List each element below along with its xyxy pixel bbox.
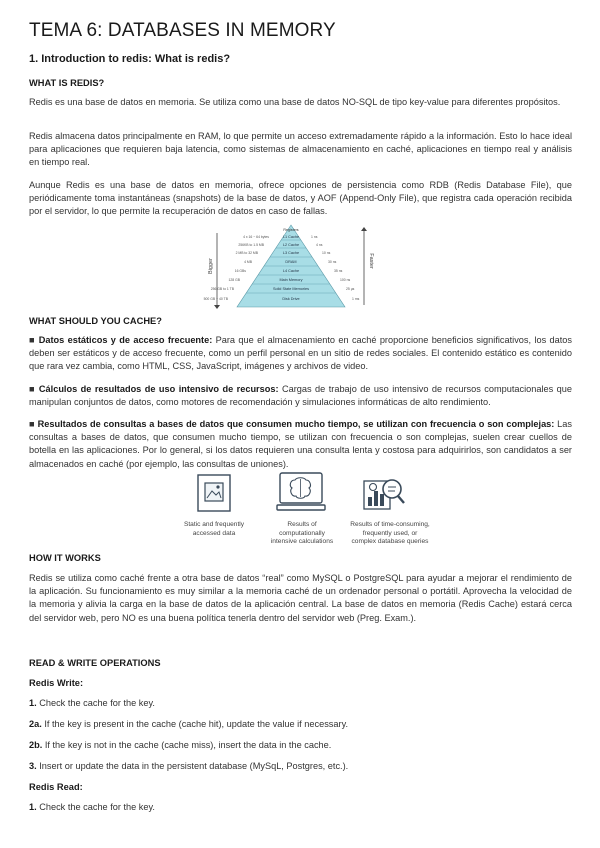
read-step: 1. Check the cache for the key.: [29, 802, 155, 812]
pyramid-level-label: Main Memory: [279, 278, 303, 282]
static-data-icon: [197, 474, 231, 512]
paragraph: Redis almacena datos principalmente en RAM, lo que permite un acceso extremadamente rápido a la información. Esto lo hace ideal para aplicaciones que requieren baja latencia, como sistemas de almacenamiento en caché, aplicaciones en tiempo real y análisis en tiempo real.: [29, 131, 572, 168]
should-cache-heading: WHAT SHOULD YOU CACHE?: [29, 316, 162, 326]
what-is-heading: WHAT IS REDIS?: [29, 78, 105, 88]
read-write-heading: READ & WRITE OPERATIONS: [29, 658, 161, 668]
pyramid-capacity-label: 4 MB: [244, 260, 252, 264]
write-step: 3. Insert or update the data in the persistent database (MySqL, Postgres, etc.).: [29, 761, 349, 771]
pyramid-level-label: L1 Cache: [282, 235, 300, 239]
pyramid-latency-label: 35 ns: [334, 269, 343, 273]
icon-caption: Static and frequently accessed data: [183, 521, 245, 537]
icon-caption: Results of time-consuming, frequently used, or complex database queries: [350, 521, 430, 546]
pyramid-level-label: Disk Drive: [282, 297, 300, 301]
pyramid-capacity-label: 2 MB to 32 MB: [235, 251, 258, 255]
bullet-text: Cargas de trabajo de uso intensivo de recursos computacionales que manipulan conjuntos de datos, como motores de recomendación y simulaciones informáticas de alto rendimiento.: [29, 384, 572, 408]
pyramid-capacity-label: 128 GB: [228, 278, 240, 282]
pyramid-latency-label: 100 ns: [340, 278, 351, 282]
pyramid-latency-label: 1 ms: [352, 297, 360, 301]
bullet-title: Datos estáticos y de acceso frecuente:: [38, 335, 213, 345]
paragraph: Aunque Redis es una base de datos en memoria, ofrece opciones de persistencia como RDB (Redis Database File), que periódicamente toma instantáneas (snapshots) de la base de datos, y AOF (Append-Only File), que registra cada operación recibida por el servidor, lo que permite la recuperación de datos en caso de fallas.: [29, 180, 572, 217]
pyramid-latency-label: 1 ns: [311, 235, 318, 239]
database-query-icon: [362, 473, 406, 513]
pyramid-capacity-label: 500 GB ~ 40 TB: [203, 297, 228, 301]
section-heading: 1. Introduction to redis: What is redis?: [29, 53, 231, 65]
icon-caption: Results of computationally intensive calculations: [270, 521, 334, 546]
pyramid-latency-label: 10 ns: [322, 251, 331, 255]
pyramid-left-axis: Bigger: [208, 258, 214, 274]
paragraph: Redis se utiliza como caché frente a otra base de datos “real” como MySQL o PostgreSQL para ayudar a mejorar el rendimiento de la aplicación. Su funcionamiento es muy similar a la memoria caché de un ordenador personal o portátil. Aprovecha la velocidad de la memoria y alivia la carga en la base de datos de la aplicación central. La base de datos en memoria (Redis Cache) estará cerca del servidor web, pero NO es una buena política tenerla dentro del servidor web (Preg. Exam.).: [29, 573, 572, 623]
memory-hierarchy-pyramid: [203, 221, 374, 311]
bullet-title: Resultados de consultas a bases de datos que consumen mucho tiempo, se utilizan con frecuencia o son complejas:: [37, 419, 555, 429]
computation-brain-icon: [276, 472, 326, 512]
write-step: 2a. If the key is present in the cache (cache hit), update the value if necessary.: [29, 719, 349, 729]
paragraph: Redis es una base de datos en memoria. Se utiliza como una base de datos NO-SQL de tipo key-value para diferentes propósitos.: [29, 97, 561, 107]
pyramid-latency-label: 4 ns: [316, 243, 323, 247]
pyramid-capacity-label: 16 GBs: [234, 269, 246, 273]
pyramid-capacity-label: 256 GB to 1 TB: [210, 287, 234, 291]
faster-arrow-head: [361, 227, 367, 231]
bullet-text: Para que el almacenamiento en caché proporcione beneficios significativos, los datos deben ser estáticos y de acceso frecuente, como un perfil personal en un sitio de redes sociales. El contenido estático es contenido que rara vez cambia, como HTML, CSS, JavaScript, imágenes y archivos de video.: [29, 335, 572, 372]
pyramid-latency-label: 25 µs: [346, 287, 355, 291]
write-step: 2b. If the key is not in the cache (cache miss), insert the data in the cache.: [29, 740, 332, 750]
how-it-works-heading: HOW IT WORKS: [29, 553, 101, 563]
bullet-title: Cálculos de resultados de uso intensivo de recursos:: [38, 384, 279, 394]
page-title: TEMA 6: DATABASES IN MEMORY: [29, 20, 336, 41]
pyramid-top-label: Registers: [283, 228, 299, 232]
bullet-intensive-calculations: ■ Cálculos de resultados de uso intensivo de recursos: Cargas de trabajo de uso intensivo de recursos computacionales que manipulan conjuntos de datos, como motores de recomendación y simulaciones informáticas de alto rendimiento.: [29, 384, 572, 408]
bigger-arrow-head: [214, 305, 220, 309]
pyramid-capacity-label: 4 x 16 ~ 64 bytes: [243, 235, 269, 239]
bullet-static-data: ■ Datos estáticos y de acceso frecuente: Para que el almacenamiento en caché proporcione beneficios significativos, los datos deben ser estáticos y de acceso frecuente, como un perfil personal en un sitio de redes sociales. El contenido estático es contenido que rara vez cambia, como HTML, CSS, JavaScript, imágenes y archivos de video.: [29, 335, 572, 372]
pyramid-capacity-label: 256KB to 1.5 MB: [238, 243, 264, 247]
bullet-database-queries: ■ Resultados de consultas a bases de datos que consumen mucho tiempo, se utilizan con frecuencia o son complejas: Las consultas a bases de datos, que consumen mucho tiempo, se utilizan con frecuencia o son complejas, suelen crear cuellos de botella en las aplicaciones. Por lo general, si los datos requieren una consulta lenta y costosa para adquirirlos, son candidatos a ser almacenados en caché (por ejemplo, las consultas de uniones).: [29, 419, 572, 469]
pyramid-latency-label: 30 ns: [328, 260, 337, 264]
pyramid-level-label: L4 Cache: [282, 269, 300, 273]
pyramid-level-label: L2 Cache: [282, 243, 300, 247]
pyramid-right-axis: Faster: [368, 253, 374, 269]
redis-read-heading: Redis Read:: [29, 782, 83, 792]
pyramid-level-label: L3 Cache: [282, 251, 300, 255]
write-step: 1. Check the cache for the key.: [29, 698, 155, 708]
bullet-text: Las consultas a bases de datos, que consumen mucho tiempo, se utilizan con frecuencia o son complejas, suelen crear cuellos de botella en las aplicaciones. Por lo general, si los datos requieren una consulta lenta y costosa para adquirirlos, son candidatos a ser almacenados en caché (por ejemplo, las consultas de uniones).: [29, 419, 572, 469]
pyramid-level-label: Solid State Memories: [272, 287, 310, 291]
redis-write-heading: Redis Write:: [29, 678, 84, 688]
pyramid-level-label: DRAM: [285, 260, 297, 264]
